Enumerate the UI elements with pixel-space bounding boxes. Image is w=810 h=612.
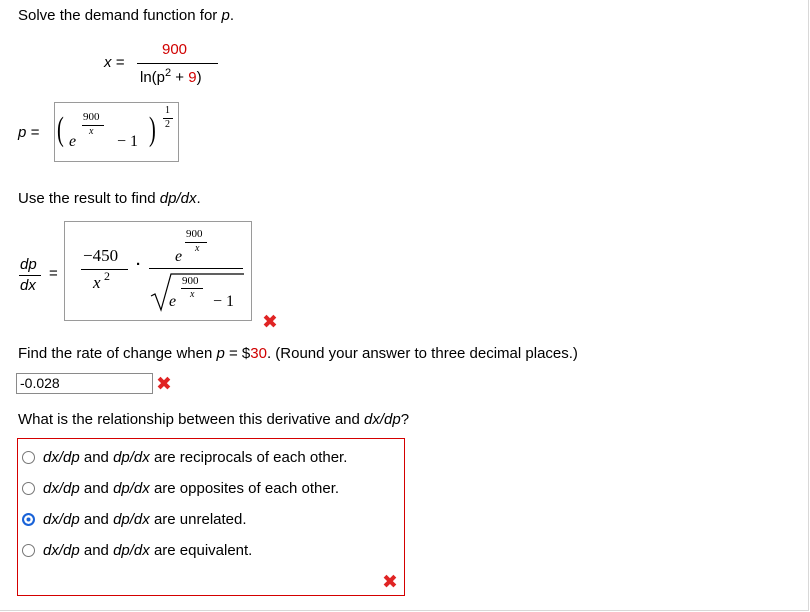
question-4-text: What is the relationship between this derivative and dx/dp? [18, 411, 410, 428]
radio-button[interactable] [22, 544, 35, 557]
question-1-text: Solve the demand function for p. [18, 7, 234, 24]
given-denominator: $\ln(p^2 + 9)$ [140, 67, 202, 86]
option-equivalent[interactable]: dx/dp and dp/dx are equivalent. [22, 540, 252, 560]
option-opposites[interactable]: dx/dp and dp/dx are opposites of each other. [22, 478, 339, 498]
dx-label: dx [20, 277, 36, 294]
option-unrelated[interactable]: dx/dp and dp/dx are unrelated. [22, 509, 247, 529]
dp-label: dp [20, 256, 37, 273]
question-2-text: Use the result to find dp/dx. [18, 190, 201, 207]
rate-answer-input[interactable]: -0.028 [16, 373, 153, 394]
derivative-answer-box: −450 x 2 · e 900 x e 900 x − 1 [64, 221, 252, 321]
incorrect-mark-derivative: ✖ [262, 312, 278, 333]
question-3-text: Find the rate of change when p = $30. (Round your answer to three decimal places.) [18, 345, 578, 362]
p-equals-label: p = [18, 124, 40, 141]
incorrect-mark-relationship: ✖ [382, 572, 398, 593]
radio-button-selected[interactable] [22, 513, 35, 526]
option-reciprocals[interactable]: dx/dp and dp/dx are reciprocals of each other. [22, 447, 347, 467]
p-answer-box: ( e 900 x − 1 ) 1 2 [54, 102, 179, 162]
radio-button[interactable] [22, 482, 35, 495]
radio-button[interactable] [22, 451, 35, 464]
incorrect-mark-rate: ✖ [156, 374, 172, 395]
